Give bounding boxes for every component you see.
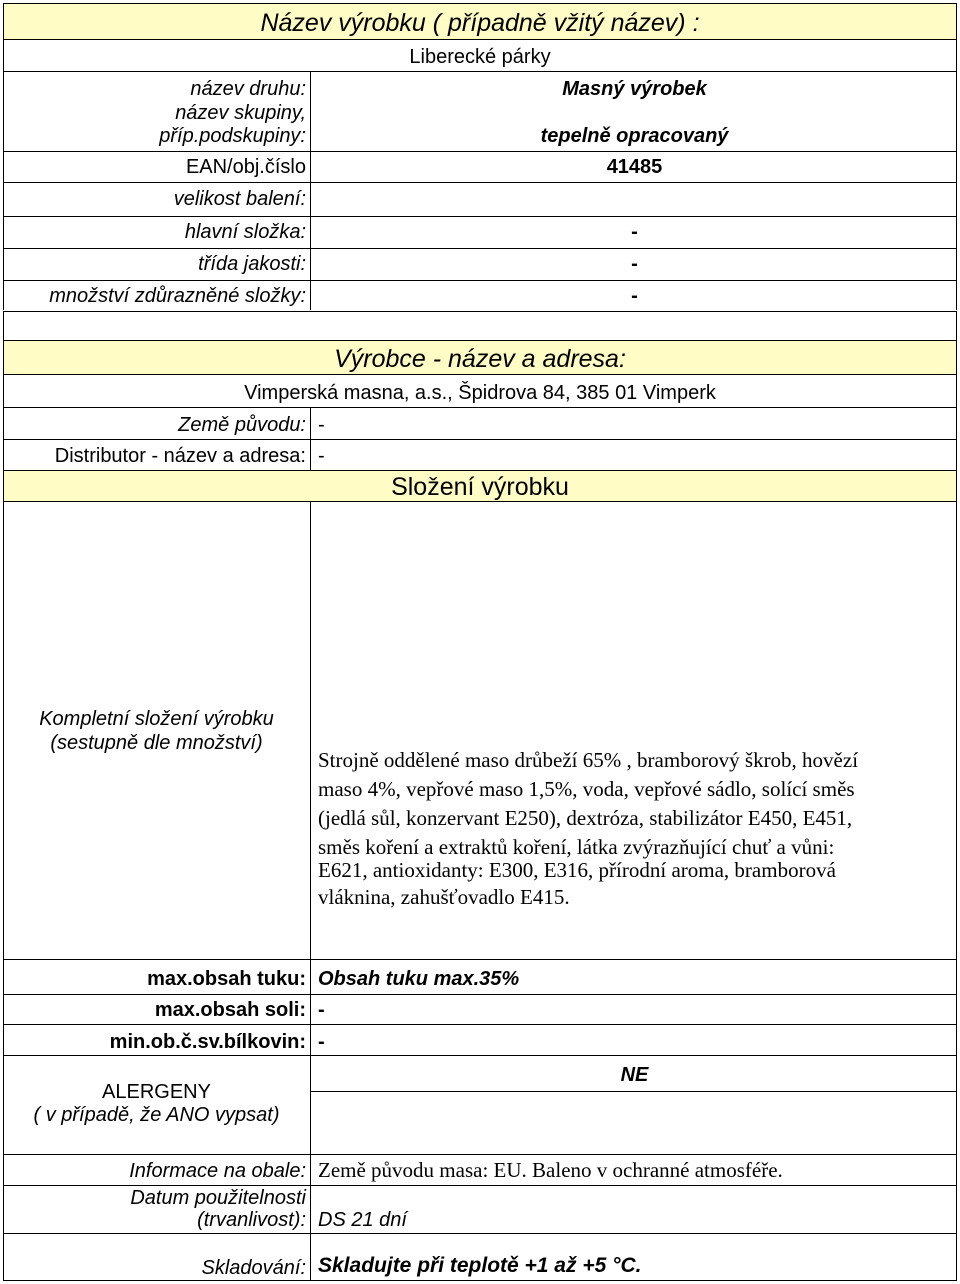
skladovani-label: Skladování: <box>201 1257 306 1279</box>
composition-line: maso 4%, vepřové maso 1,5%, voda, vepřové sádlo, solící směs <box>318 777 855 801</box>
distributor-label: Distributor - název a adresa: <box>54 445 306 467</box>
datum-label-1: Datum použitelnosti <box>130 1187 306 1209</box>
datum-value: DS 21 dní <box>318 1209 407 1231</box>
nutrition-divider <box>310 960 312 1056</box>
row-divider <box>3 181 957 183</box>
row-divider <box>3 1023 957 1025</box>
row-divider <box>3 993 957 995</box>
allergens-label-1: ALERGENY <box>102 1081 211 1103</box>
bilkovina-value: - <box>318 1031 325 1053</box>
bilkovina-label: min.ob.č.sv.bílkovin: <box>109 1031 306 1053</box>
info-label: Informace na obale: <box>129 1160 306 1182</box>
tuk-label: max.obsah tuku: <box>147 968 306 990</box>
hlavni-value: - <box>631 221 638 243</box>
distributor-value: - <box>318 445 325 467</box>
ean-label: EAN/obj.číslo <box>185 156 306 178</box>
zeme-divider <box>310 408 312 440</box>
trida-label: třída jakosti: <box>198 253 306 275</box>
composition-line: E621, antioxidanty: E300, E316, přírodní aroma, bramborová <box>318 858 836 882</box>
spacer-row <box>3 311 957 341</box>
producer-title: Výrobce - název a adresa: <box>334 345 626 373</box>
producer-address: Vimperská masna, a.s., Špidrova 84, 385 01 Vimperk <box>244 382 716 404</box>
zeme-value: - <box>318 414 325 436</box>
skladovani-divider <box>310 1234 312 1281</box>
allergens-label-2: ( v případě, že ANO vypsat) <box>33 1104 280 1126</box>
hlavni-label: hlavní složka: <box>184 221 306 243</box>
row-divider <box>3 247 957 249</box>
mnozstvi-label: množství zdůrazněné složky: <box>49 285 306 307</box>
sul-value: - <box>318 999 325 1021</box>
composition-divider <box>310 502 312 960</box>
trida-value: - <box>631 253 638 275</box>
composition-line: směs koření a extraktů koření, látka zvýrazňující chuť a vůni: <box>318 835 835 859</box>
composition-label-2: (sestupně dle množství) <box>50 732 263 754</box>
info-value: Země původu masa: EU. Baleno v ochranné atmosféře. <box>318 1158 783 1182</box>
composition-title: Složení výrobku <box>391 473 569 501</box>
zeme-label: Země původu: <box>178 414 306 436</box>
composition-line: Strojně oddělené maso drůbeží 65% , bramborový škrob, hovězí <box>318 748 859 772</box>
druh-label: název druhu: <box>190 78 306 100</box>
allergens-inner-divider <box>311 1090 957 1092</box>
skladovani-value: Skladujte při teplotě +1 až +5 °C. <box>318 1254 642 1277</box>
sul-label: max.obsah soli: <box>154 999 306 1021</box>
druh-value: Masný výrobek <box>562 78 707 100</box>
row-divider <box>3 215 957 217</box>
row-divider <box>3 150 957 152</box>
ean-value: 41485 <box>606 156 663 178</box>
composition-line: (jedlá sůl, konzervant E250), dextróza, stabilizátor E450, E451, <box>318 806 853 830</box>
skupina-label-2: příp.podskupiny: <box>159 125 306 147</box>
package-divider <box>310 1155 312 1234</box>
baleni-label: velikost balení: <box>173 188 306 210</box>
skupina-value: tepelně opracovaný <box>540 125 729 147</box>
allergens-value: NE <box>620 1064 649 1086</box>
skupina-label-1: název skupiny, <box>175 102 306 124</box>
datum-label-2: (trvanlivost): <box>197 1209 306 1231</box>
composition-label-1: Kompletní složení výrobku <box>39 708 274 730</box>
product-name-title: Název výrobku ( případně vžitý název) : <box>260 9 700 37</box>
row-divider <box>3 279 957 281</box>
tuk-value: Obsah tuku max.35% <box>318 968 520 990</box>
composition-line: vláknina, zahušťovadlo E415. <box>318 885 570 909</box>
mnozstvi-value: - <box>631 285 638 307</box>
product-name-value: Liberecké párky <box>409 46 551 68</box>
distributor-divider <box>310 440 312 470</box>
